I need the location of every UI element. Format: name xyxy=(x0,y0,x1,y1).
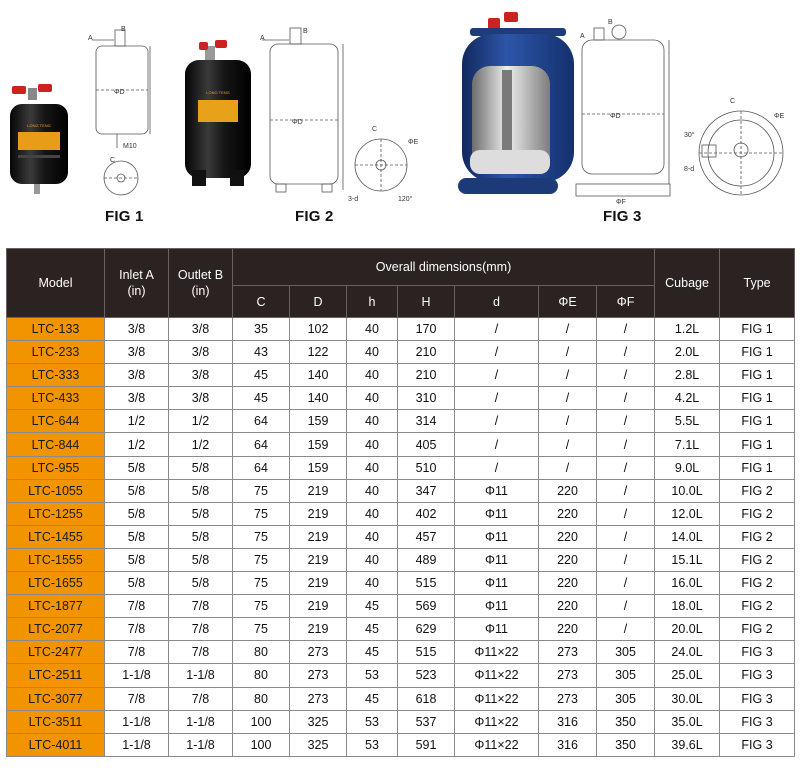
cell-cubage: 2.8L xyxy=(655,364,720,387)
cell-phi-e: / xyxy=(539,410,597,433)
cell-height: 170 xyxy=(398,318,455,341)
table-body xyxy=(7,318,795,757)
fig2-photo xyxy=(185,40,251,186)
cell-type: FIG 2 xyxy=(720,595,795,618)
cell-outlet-b: 5/8 xyxy=(169,456,233,479)
fig3-label: FIG 3 xyxy=(603,208,642,225)
cell-outlet-b: 3/8 xyxy=(169,387,233,410)
cell-phi-e: 273 xyxy=(539,687,597,710)
cell-phi-f: / xyxy=(597,364,655,387)
cell-inlet-a: 5/8 xyxy=(105,572,169,595)
cell-c: 75 xyxy=(233,548,290,571)
cell-height: 489 xyxy=(398,548,455,571)
cell-c: 35 xyxy=(233,318,290,341)
cell-model: LTC-2511 xyxy=(7,664,105,687)
cell-phi-f: / xyxy=(597,479,655,502)
cell-d: 219 xyxy=(290,525,347,548)
table-row xyxy=(7,318,795,341)
cell-outlet-b: 7/8 xyxy=(169,595,233,618)
cell-type: FIG 3 xyxy=(720,664,795,687)
fig1-photo xyxy=(10,84,68,194)
cell-type: FIG 2 xyxy=(720,572,795,595)
cell-phi-e: 220 xyxy=(539,502,597,525)
cell-d: 159 xyxy=(290,410,347,433)
fig1-mark-m10: M10 xyxy=(123,143,137,150)
cell-cubage: 14.0L xyxy=(655,525,720,548)
cell-h: 45 xyxy=(347,687,398,710)
cell-inlet-a: 5/8 xyxy=(105,502,169,525)
cell-outlet-b: 5/8 xyxy=(169,525,233,548)
cell-model: LTC-955 xyxy=(7,456,105,479)
table-row xyxy=(7,664,795,687)
cell-cubage: 2.0L xyxy=(655,341,720,364)
cell-height: 210 xyxy=(398,341,455,364)
cell-inlet-a: 5/8 xyxy=(105,479,169,502)
cell-inlet-a: 5/8 xyxy=(105,456,169,479)
cell-phi-f: / xyxy=(597,548,655,571)
table-row xyxy=(7,548,795,571)
cell-phi-f: / xyxy=(597,387,655,410)
cell-c: 45 xyxy=(233,364,290,387)
cell-type: FIG 2 xyxy=(720,502,795,525)
cell-outlet-b: 5/8 xyxy=(169,572,233,595)
cell-c: 80 xyxy=(233,664,290,687)
table-row xyxy=(7,502,795,525)
fig2-mark-c: C xyxy=(372,126,378,133)
cell-phi-e: 316 xyxy=(539,710,597,733)
table-row xyxy=(7,364,795,387)
cell-height: 402 xyxy=(398,502,455,525)
cell-phi-e: 273 xyxy=(539,641,597,664)
cell-height: 515 xyxy=(398,572,455,595)
cell-type: FIG 1 xyxy=(720,433,795,456)
cell-height: 310 xyxy=(398,387,455,410)
cell-inlet-a: 1-1/8 xyxy=(105,664,169,687)
cell-phi-f: 350 xyxy=(597,733,655,756)
cell-inlet-a: 3/8 xyxy=(105,387,169,410)
cell-h: 40 xyxy=(347,548,398,571)
cell-phi-e: 220 xyxy=(539,548,597,571)
cell-outlet-b: 1-1/8 xyxy=(169,710,233,733)
cell-height: 347 xyxy=(398,479,455,502)
header-h-height: H xyxy=(398,286,455,318)
cell-d-hole: / xyxy=(455,456,539,479)
cell-cubage: 16.0L xyxy=(655,572,720,595)
cell-cubage: 20.0L xyxy=(655,618,720,641)
cell-inlet-a: 3/8 xyxy=(105,364,169,387)
fig1-mark-d: ΦD xyxy=(114,89,125,96)
cell-h: 40 xyxy=(347,341,398,364)
cell-c: 64 xyxy=(233,456,290,479)
cell-d: 273 xyxy=(290,641,347,664)
cell-cubage: 7.1L xyxy=(655,433,720,456)
cell-height: 523 xyxy=(398,664,455,687)
cell-c: 75 xyxy=(233,572,290,595)
table-row xyxy=(7,479,795,502)
cell-height: 515 xyxy=(398,641,455,664)
cell-inlet-a: 1-1/8 xyxy=(105,710,169,733)
cell-model: LTC-1877 xyxy=(7,595,105,618)
cell-outlet-b: 7/8 xyxy=(169,618,233,641)
cell-cubage: 24.0L xyxy=(655,641,720,664)
cell-type: FIG 1 xyxy=(720,387,795,410)
cell-model: LTC-1655 xyxy=(7,572,105,595)
cell-phi-f: / xyxy=(597,433,655,456)
cell-inlet-a: 7/8 xyxy=(105,595,169,618)
cell-model: LTC-644 xyxy=(7,410,105,433)
cell-cubage: 9.0L xyxy=(655,456,720,479)
cell-c: 80 xyxy=(233,641,290,664)
cell-height: 405 xyxy=(398,433,455,456)
header-cubage: Cubage xyxy=(655,249,720,318)
cell-type: FIG 1 xyxy=(720,318,795,341)
cell-c: 64 xyxy=(233,410,290,433)
cell-cubage: 30.0L xyxy=(655,687,720,710)
cell-height: 618 xyxy=(398,687,455,710)
cell-d-hole: Φ11×22 xyxy=(455,687,539,710)
cell-c: 80 xyxy=(233,687,290,710)
fig2-mark-e: ΦE xyxy=(408,139,419,146)
cell-cubage: 39.6L xyxy=(655,733,720,756)
fig1-drawing xyxy=(92,30,150,195)
table-row xyxy=(7,710,795,733)
fig3-mark-c: C xyxy=(730,98,736,105)
cell-inlet-a: 1/2 xyxy=(105,433,169,456)
cell-phi-f: 305 xyxy=(597,641,655,664)
cell-type: FIG 1 xyxy=(720,341,795,364)
fig3-mark-d: ΦD xyxy=(610,113,621,120)
cell-phi-f: / xyxy=(597,595,655,618)
header-c: C xyxy=(233,286,290,318)
cell-phi-e: / xyxy=(539,433,597,456)
header-inlet: Inlet A (in) xyxy=(105,249,169,318)
fig2-label: FIG 2 xyxy=(295,208,334,225)
cell-phi-e: / xyxy=(539,364,597,387)
cell-inlet-a: 5/8 xyxy=(105,548,169,571)
cell-outlet-b: 3/8 xyxy=(169,341,233,364)
fig2-mark-120: 120° xyxy=(398,196,413,203)
cell-d-hole: Φ11 xyxy=(455,479,539,502)
cell-d: 102 xyxy=(290,318,347,341)
cell-height: 314 xyxy=(398,410,455,433)
cell-height: 537 xyxy=(398,710,455,733)
figure-band xyxy=(0,0,800,240)
fig2-mark-a: A xyxy=(260,35,265,42)
cell-phi-e: 220 xyxy=(539,525,597,548)
cell-inlet-a: 1-1/8 xyxy=(105,733,169,756)
cell-outlet-b: 7/8 xyxy=(169,687,233,710)
cell-outlet-b: 3/8 xyxy=(169,364,233,387)
cell-d-hole: Φ11×22 xyxy=(455,641,539,664)
fig2-mark-3d: 3-d xyxy=(348,196,359,203)
cell-c: 45 xyxy=(233,387,290,410)
cell-cubage: 15.1L xyxy=(655,548,720,571)
cell-d-hole: / xyxy=(455,387,539,410)
cell-model: LTC-333 xyxy=(7,364,105,387)
cell-h: 40 xyxy=(347,433,398,456)
cell-phi-f: / xyxy=(597,618,655,641)
cell-inlet-a: 7/8 xyxy=(105,618,169,641)
cell-height: 457 xyxy=(398,525,455,548)
cell-outlet-b: 5/8 xyxy=(169,548,233,571)
cell-height: 629 xyxy=(398,618,455,641)
cell-d: 325 xyxy=(290,733,347,756)
cell-h: 40 xyxy=(347,410,398,433)
cell-height: 510 xyxy=(398,456,455,479)
cell-h: 45 xyxy=(347,618,398,641)
cell-phi-e: 220 xyxy=(539,618,597,641)
cell-d: 140 xyxy=(290,387,347,410)
spec-table-container xyxy=(6,248,794,757)
table-row xyxy=(7,525,795,548)
cell-phi-f: / xyxy=(597,572,655,595)
cell-d-hole: / xyxy=(455,433,539,456)
fig1-label: FIG 1 xyxy=(105,208,144,225)
fig2-mark-d: ΦD xyxy=(292,119,303,126)
cell-phi-e: 316 xyxy=(539,733,597,756)
cell-d: 159 xyxy=(290,433,347,456)
cell-d: 219 xyxy=(290,548,347,571)
cell-c: 43 xyxy=(233,341,290,364)
cell-type: FIG 2 xyxy=(720,525,795,548)
cell-outlet-b: 1-1/8 xyxy=(169,733,233,756)
cell-h: 40 xyxy=(347,502,398,525)
table-header xyxy=(7,249,795,318)
fig3-mark-8d: 8-d xyxy=(684,166,695,173)
cell-d: 159 xyxy=(290,456,347,479)
cell-phi-f: / xyxy=(597,410,655,433)
header-d-hole: d xyxy=(455,286,539,318)
fig3-mark-f: ΦF xyxy=(616,199,626,206)
cell-type: FIG 2 xyxy=(720,479,795,502)
figures-illustration xyxy=(0,0,800,240)
header-outlet: Outlet B (in) xyxy=(169,249,233,318)
cell-outlet-b: 5/8 xyxy=(169,502,233,525)
cell-inlet-a: 3/8 xyxy=(105,341,169,364)
cell-model: LTC-2077 xyxy=(7,618,105,641)
cell-d: 219 xyxy=(290,572,347,595)
cell-phi-f: / xyxy=(597,318,655,341)
cell-cubage: 18.0L xyxy=(655,595,720,618)
cell-phi-f: 305 xyxy=(597,664,655,687)
cell-cubage: 4.2L xyxy=(655,387,720,410)
cell-phi-f: / xyxy=(597,456,655,479)
cell-d-hole: / xyxy=(455,341,539,364)
table-row xyxy=(7,410,795,433)
table-row xyxy=(7,433,795,456)
cell-type: FIG 1 xyxy=(720,456,795,479)
fig1-mark-b: B xyxy=(121,26,126,33)
cell-h: 40 xyxy=(347,525,398,548)
cell-outlet-b: 1/2 xyxy=(169,433,233,456)
fig3-mark-a: A xyxy=(580,33,585,40)
cell-type: FIG 2 xyxy=(720,548,795,571)
cell-h: 53 xyxy=(347,664,398,687)
cell-inlet-a: 5/8 xyxy=(105,525,169,548)
table-row xyxy=(7,618,795,641)
cell-type: FIG 3 xyxy=(720,641,795,664)
cell-phi-f: / xyxy=(597,502,655,525)
fig1-mark-a: A xyxy=(88,35,93,42)
cell-d-hole: Φ11×22 xyxy=(455,710,539,733)
cell-type: FIG 1 xyxy=(720,410,795,433)
table-row xyxy=(7,341,795,364)
cell-d-hole: / xyxy=(455,364,539,387)
cell-d: 219 xyxy=(290,618,347,641)
cell-cubage: 12.0L xyxy=(655,502,720,525)
cell-outlet-b: 1-1/8 xyxy=(169,664,233,687)
cell-d: 219 xyxy=(290,595,347,618)
cell-phi-e: 273 xyxy=(539,664,597,687)
cell-cubage: 10.0L xyxy=(655,479,720,502)
cell-phi-e: / xyxy=(539,456,597,479)
cell-type: FIG 3 xyxy=(720,733,795,756)
cell-phi-f: 350 xyxy=(597,710,655,733)
cell-d-hole: / xyxy=(455,318,539,341)
cell-d-hole: Φ11×22 xyxy=(455,664,539,687)
table-row xyxy=(7,641,795,664)
cell-outlet-b: 7/8 xyxy=(169,641,233,664)
cell-height: 210 xyxy=(398,364,455,387)
cell-height: 591 xyxy=(398,733,455,756)
cell-c: 75 xyxy=(233,479,290,502)
cell-d-hole: / xyxy=(455,410,539,433)
fig1-mark-c: C xyxy=(110,157,116,164)
header-phi-e: ΦE xyxy=(539,286,597,318)
fig3-mark-b: B xyxy=(608,19,613,26)
cell-model: LTC-4011 xyxy=(7,733,105,756)
cell-model: LTC-1455 xyxy=(7,525,105,548)
cell-d-hole: Φ11 xyxy=(455,595,539,618)
cell-inlet-a: 3/8 xyxy=(105,318,169,341)
cell-d-hole: Φ11 xyxy=(455,548,539,571)
cell-model: LTC-133 xyxy=(7,318,105,341)
cell-model: LTC-1055 xyxy=(7,479,105,502)
table-row xyxy=(7,456,795,479)
cell-d: 325 xyxy=(290,710,347,733)
cell-inlet-a: 7/8 xyxy=(105,687,169,710)
cell-outlet-b: 3/8 xyxy=(169,318,233,341)
cell-d: 140 xyxy=(290,364,347,387)
cell-phi-e: 220 xyxy=(539,572,597,595)
cell-phi-f: / xyxy=(597,525,655,548)
cell-h: 40 xyxy=(347,572,398,595)
fig3-photo xyxy=(458,12,574,194)
cell-cubage: 25.0L xyxy=(655,664,720,687)
brand-text: LONG TENG xyxy=(27,123,51,128)
cell-c: 100 xyxy=(233,710,290,733)
cell-type: FIG 2 xyxy=(720,618,795,641)
cell-phi-e: / xyxy=(539,341,597,364)
cell-phi-e: 220 xyxy=(539,479,597,502)
fig3-drawing xyxy=(576,25,783,196)
cell-height: 569 xyxy=(398,595,455,618)
header-phi-f: ΦF xyxy=(597,286,655,318)
cell-phi-e: / xyxy=(539,387,597,410)
cell-phi-f: / xyxy=(597,341,655,364)
cell-d-hole: Φ11 xyxy=(455,502,539,525)
cell-c: 75 xyxy=(233,525,290,548)
cell-d-hole: Φ11×22 xyxy=(455,733,539,756)
cell-c: 100 xyxy=(233,733,290,756)
cell-h: 40 xyxy=(347,456,398,479)
cell-d: 273 xyxy=(290,664,347,687)
cell-outlet-b: 1/2 xyxy=(169,410,233,433)
cell-c: 75 xyxy=(233,502,290,525)
cell-outlet-b: 5/8 xyxy=(169,479,233,502)
cell-c: 75 xyxy=(233,595,290,618)
table-row xyxy=(7,572,795,595)
cell-d: 219 xyxy=(290,502,347,525)
table-row xyxy=(7,687,795,710)
cell-c: 75 xyxy=(233,618,290,641)
cell-model: LTC-1555 xyxy=(7,548,105,571)
cell-model: LTC-1255 xyxy=(7,502,105,525)
cell-type: FIG 3 xyxy=(720,710,795,733)
spec-table xyxy=(6,248,795,757)
cell-d: 219 xyxy=(290,479,347,502)
cell-phi-e: / xyxy=(539,318,597,341)
header-type: Type xyxy=(720,249,795,318)
fig3-mark-30: 30° xyxy=(684,132,695,139)
cell-d-hole: Φ11 xyxy=(455,525,539,548)
cell-model: LTC-3511 xyxy=(7,710,105,733)
cell-h: 40 xyxy=(347,364,398,387)
cell-inlet-a: 7/8 xyxy=(105,641,169,664)
cell-d: 122 xyxy=(290,341,347,364)
cell-d-hole: Φ11 xyxy=(455,572,539,595)
cell-c: 64 xyxy=(233,433,290,456)
cell-phi-e: 220 xyxy=(539,595,597,618)
header-model: Model xyxy=(7,249,105,318)
fig2-drawing xyxy=(262,28,407,192)
cell-inlet-a: 1/2 xyxy=(105,410,169,433)
cell-h: 40 xyxy=(347,318,398,341)
cell-model: LTC-844 xyxy=(7,433,105,456)
header-h-small: h xyxy=(347,286,398,318)
fig2-brand-text: LONG TENG xyxy=(206,90,230,95)
cell-cubage: 5.5L xyxy=(655,410,720,433)
cell-h: 40 xyxy=(347,479,398,502)
cell-h: 53 xyxy=(347,710,398,733)
cell-phi-f: 305 xyxy=(597,687,655,710)
header-d-diameter: D xyxy=(290,286,347,318)
cell-h: 45 xyxy=(347,595,398,618)
cell-d: 273 xyxy=(290,687,347,710)
cell-h: 53 xyxy=(347,733,398,756)
table-row xyxy=(7,733,795,756)
fig2-mark-b: B xyxy=(303,28,308,35)
cell-h: 40 xyxy=(347,387,398,410)
table-row xyxy=(7,595,795,618)
table-row xyxy=(7,387,795,410)
header-overall-dimensions: Overall dimensions(mm) xyxy=(233,249,655,286)
cell-h: 45 xyxy=(347,641,398,664)
cell-type: FIG 3 xyxy=(720,687,795,710)
cell-cubage: 1.2L xyxy=(655,318,720,341)
fig3-mark-e: ΦE xyxy=(774,113,785,120)
cell-model: LTC-3077 xyxy=(7,687,105,710)
cell-cubage: 35.0L xyxy=(655,710,720,733)
cell-type: FIG 1 xyxy=(720,364,795,387)
cell-model: LTC-233 xyxy=(7,341,105,364)
cell-d-hole: Φ11 xyxy=(455,618,539,641)
cell-model: LTC-433 xyxy=(7,387,105,410)
cell-model: LTC-2477 xyxy=(7,641,105,664)
